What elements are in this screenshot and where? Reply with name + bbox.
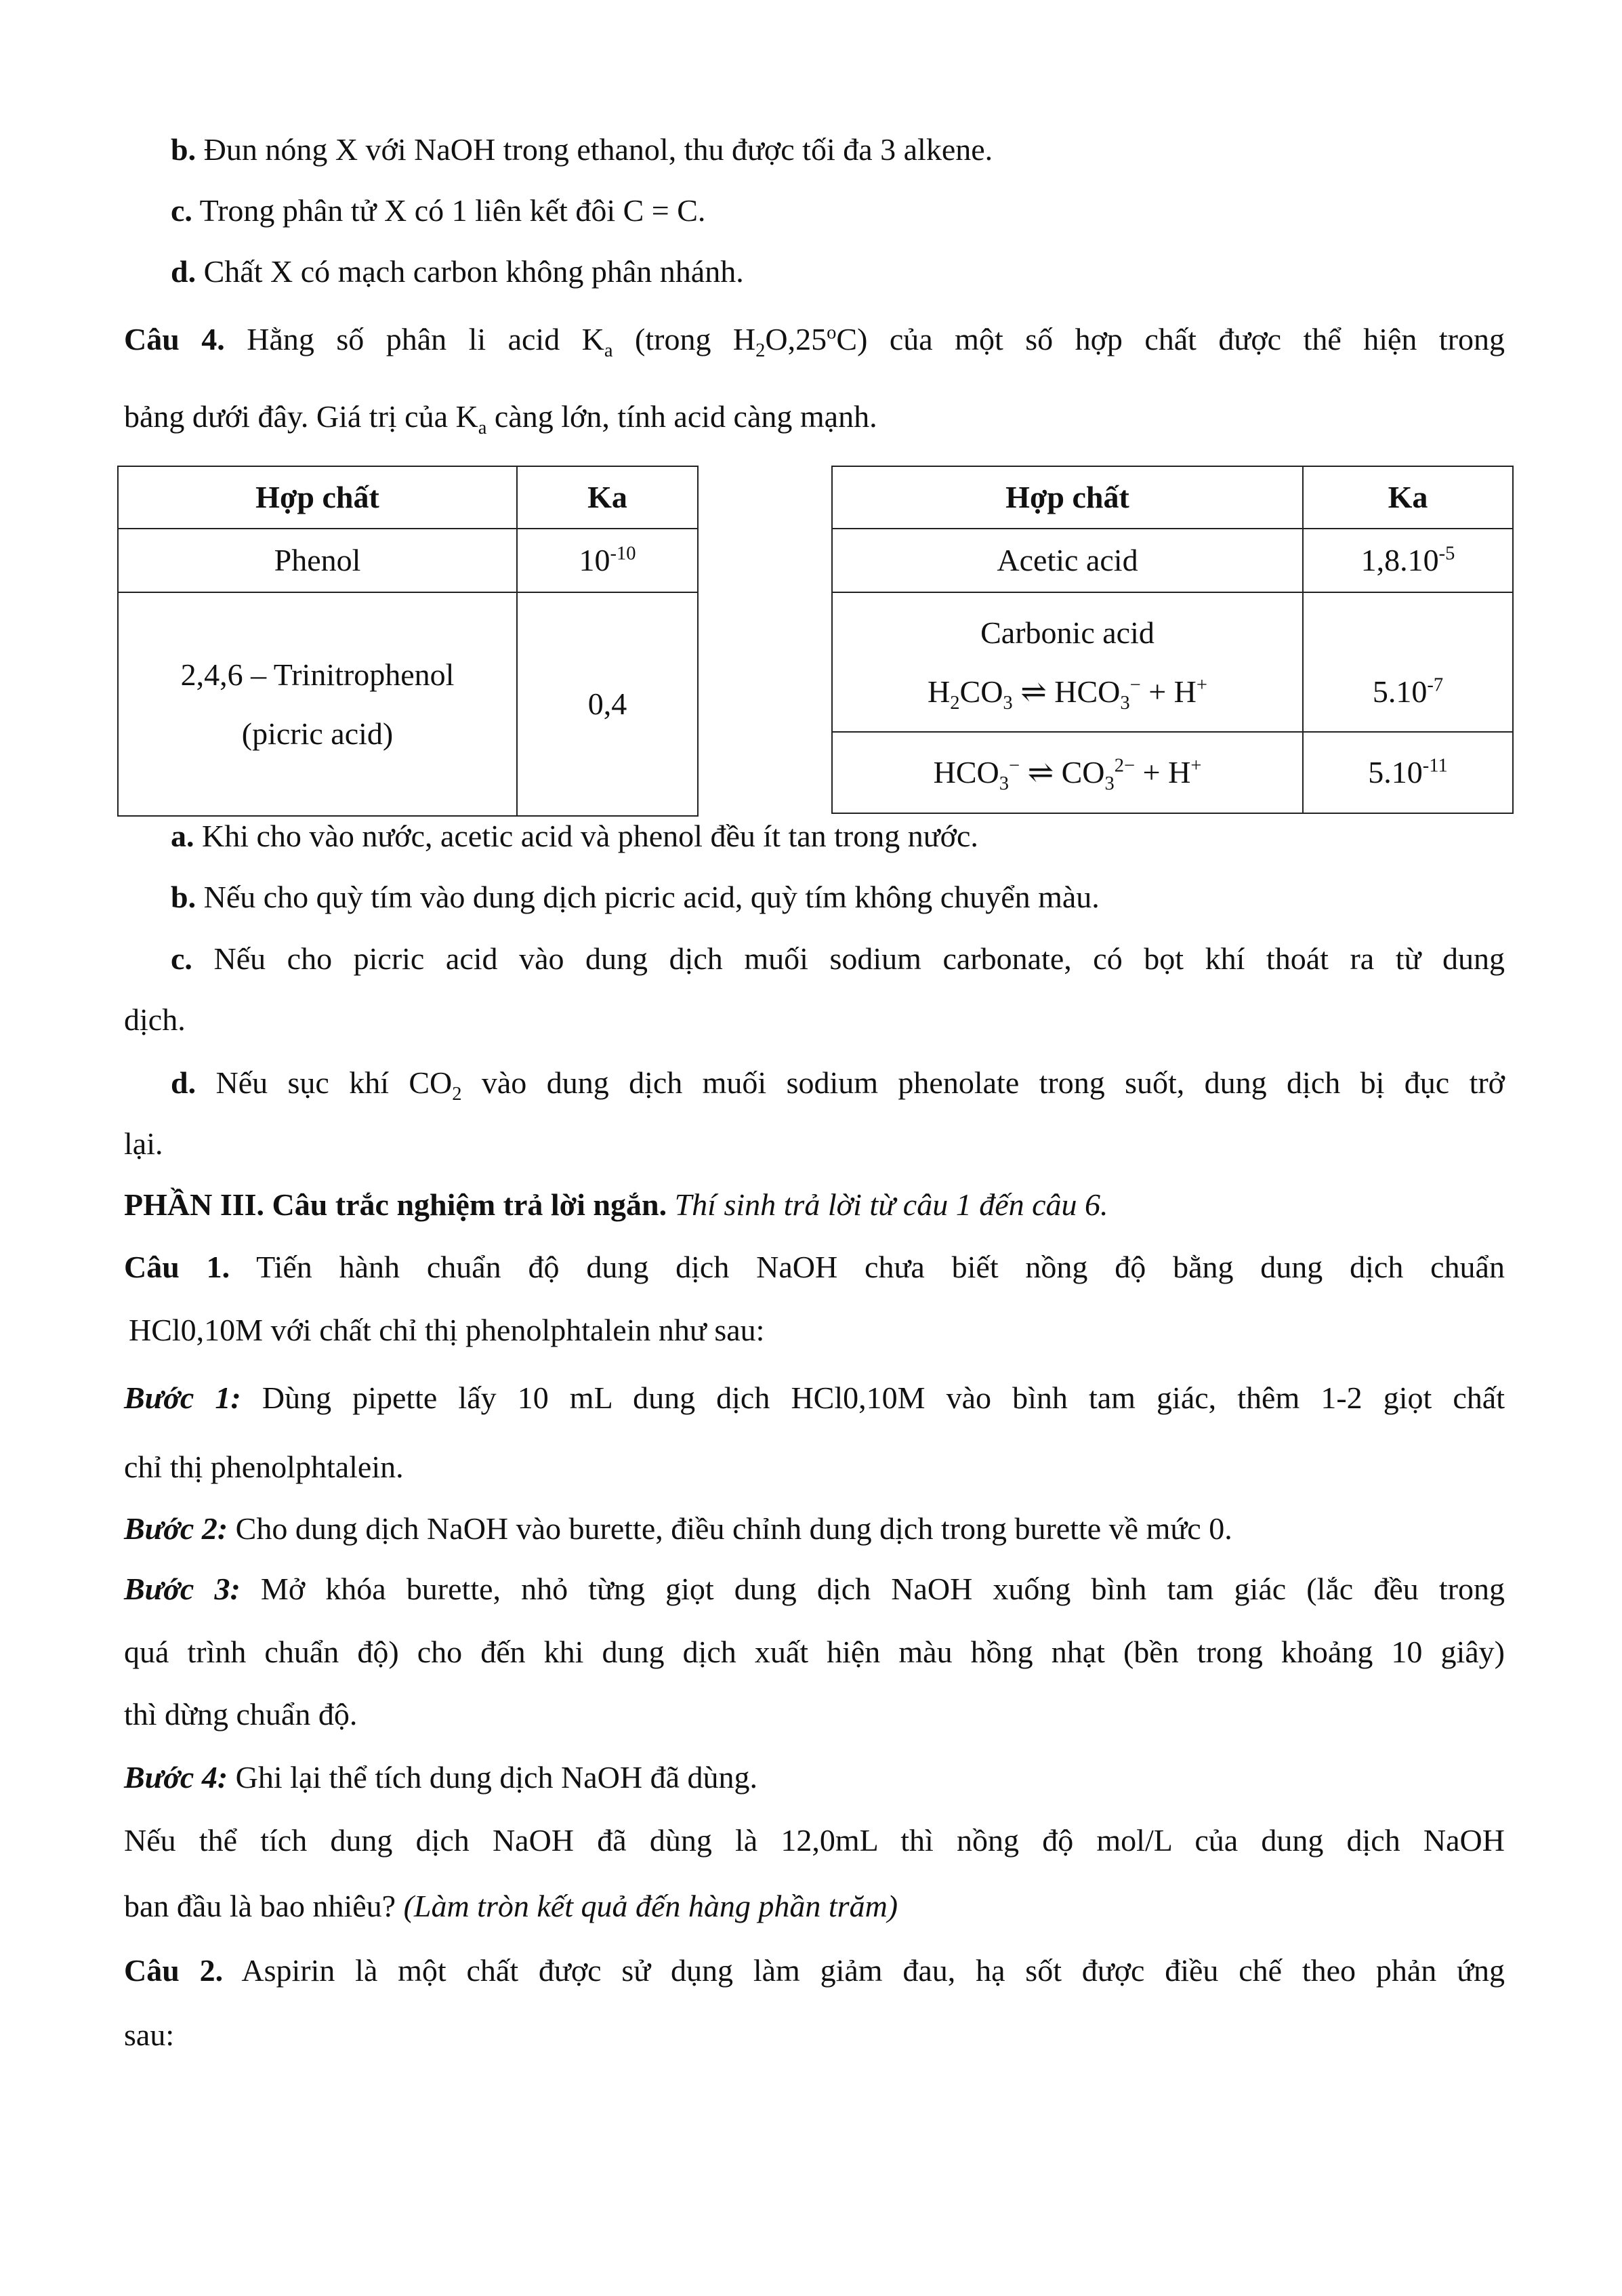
- ka-phenol: $10^{-10}$: [517, 529, 698, 592]
- q2-line2: sau:: [124, 2017, 175, 2052]
- ka-acetic-acid: $1,8.10^{-5}$: [1303, 529, 1513, 592]
- ka-carbonic-2: $5.10^{-11}$: [1303, 732, 1513, 813]
- compound-phenol: Phenol: [118, 529, 517, 592]
- q4-item-c: c. Nếu cho picric acid vào dung dịch muối sodium carbonate, có bọt khí thoát ra từ dung: [171, 941, 1505, 976]
- table-row: [832, 732, 1513, 813]
- q4-intro-line1: Câu 4. Hằng số phân li acid $K_a$ (trong $H_2O,25^oC$) của một số hợp chất được thể hiện trong: [124, 322, 1505, 362]
- compound-acetic-acid: Acetic acid: [832, 529, 1303, 592]
- part3-heading: PHẦN III. Câu trắc nghiệm trả lời ngắn. Thí sinh trả lời từ câu 1 đến câu 6.: [124, 1187, 1108, 1222]
- q1-step4: Bước 4: Ghi lại thể tích dung dịch NaOH đã dùng.: [124, 1760, 758, 1795]
- q4-intro-line2: bảng dưới đây. Giá trị của $K_a$ càng lớn, tính acid càng mạnh.: [124, 399, 877, 439]
- q3-item-b: b. Đun nóng X với NaOH trong ethanol, thu được tối đa 3 alkene.: [171, 132, 993, 167]
- table-header: Ka: [517, 466, 698, 529]
- q3-item-c: c. Trong phân tử X có 1 liên kết đôi C = C.: [171, 193, 706, 228]
- q1-line1: Câu 1. Tiến hành chuẩn độ dung dịch NaOH chưa biết nồng độ bằng dung dịch chuẩn: [124, 1250, 1505, 1284]
- compound-carbonic-acid: Carbonic acid $H_2CO_3$ ⇌ $HCO_3^- + H^+$: [832, 592, 1303, 732]
- table-row: [118, 592, 698, 816]
- ka-table-left: [117, 466, 699, 817]
- q4-item-b: b. Nếu cho quỳ tím vào dung dịch picric acid, quỳ tím không chuyển màu.: [171, 880, 1100, 914]
- table-row: [118, 529, 698, 592]
- table-header: Hợp chất: [832, 466, 1303, 529]
- q1-step1-cont: chỉ thị phenolphtalein.: [124, 1450, 404, 1484]
- equation-carbonic-2: $HCO_3^-$ ⇌ $CO_3^{2-} + H^+$: [832, 732, 1303, 813]
- q1-step1: Bước 1: Dùng pipette lấy 10 mL dung dịch HCl0,10M vào bình tam giác, thêm 1-2 giọt chất: [124, 1380, 1505, 1415]
- q1-question: Nếu thể tích dung dịch NaOH đã dùng là 12,0mL thì nồng độ mol/L của dung dịch NaOH: [124, 1823, 1505, 1858]
- q3-item-d: d. Chất X có mạch carbon không phân nhánh.: [171, 254, 744, 289]
- q1-step3-cont1: quá trình chuẩn độ) cho đến khi dung dịch xuất hiện màu hồng nhạt (bền trong khoảng 10 giây): [124, 1635, 1505, 1669]
- q1-step2: Bước 2: Cho dung dịch NaOH vào burette, điều chỉnh dung dịch trong burette về mức 0.: [124, 1511, 1232, 1546]
- q4-item-d: d. Nếu sục khí $CO_2$ vào dung dịch muối sodium phenolate trong suốt, dung dịch bị đục trở: [171, 1065, 1505, 1105]
- q2-line1: Câu 2. Aspirin là một chất được sử dụng làm giảm đau, hạ sốt được điều chế theo phản ứng: [124, 1953, 1505, 1988]
- ka-carbonic-1: $5.10^{-7}$: [1303, 592, 1513, 732]
- table-row: [832, 529, 1513, 592]
- table-header: Ka: [1303, 466, 1513, 529]
- q1-line2: HCl0,10M với chất chỉ thị phenolphtalein như sau:: [129, 1313, 765, 1347]
- q4-item-c-cont: dịch.: [124, 1002, 186, 1037]
- compound-picric-acid: 2,4,6 – Trinitrophenol (picric acid): [118, 592, 517, 816]
- ka-table-right: [831, 466, 1514, 814]
- equation-carbonic-1: $H_2CO_3$ ⇌ $HCO_3^- + H^+$: [928, 674, 1207, 714]
- q4-item-d-cont: lại.: [124, 1126, 163, 1161]
- q1-question-cont: ban đầu là bao nhiêu? (Làm tròn kết quả đến hàng phần trăm): [124, 1889, 898, 1923]
- table-row: [832, 592, 1513, 732]
- q4-item-a: a. Khi cho vào nước, acetic acid và phenol đều ít tan trong nước.: [171, 819, 978, 853]
- q1-step3: Bước 3: Mở khóa burette, nhỏ từng giọt dung dịch NaOH xuống bình tam giác (lắc đều trong: [124, 1572, 1505, 1606]
- ka-picric-acid: 0,4: [517, 592, 698, 816]
- q1-step3-cont2: thì dừng chuẩn độ.: [124, 1697, 358, 1731]
- table-header: Hợp chất: [118, 466, 517, 529]
